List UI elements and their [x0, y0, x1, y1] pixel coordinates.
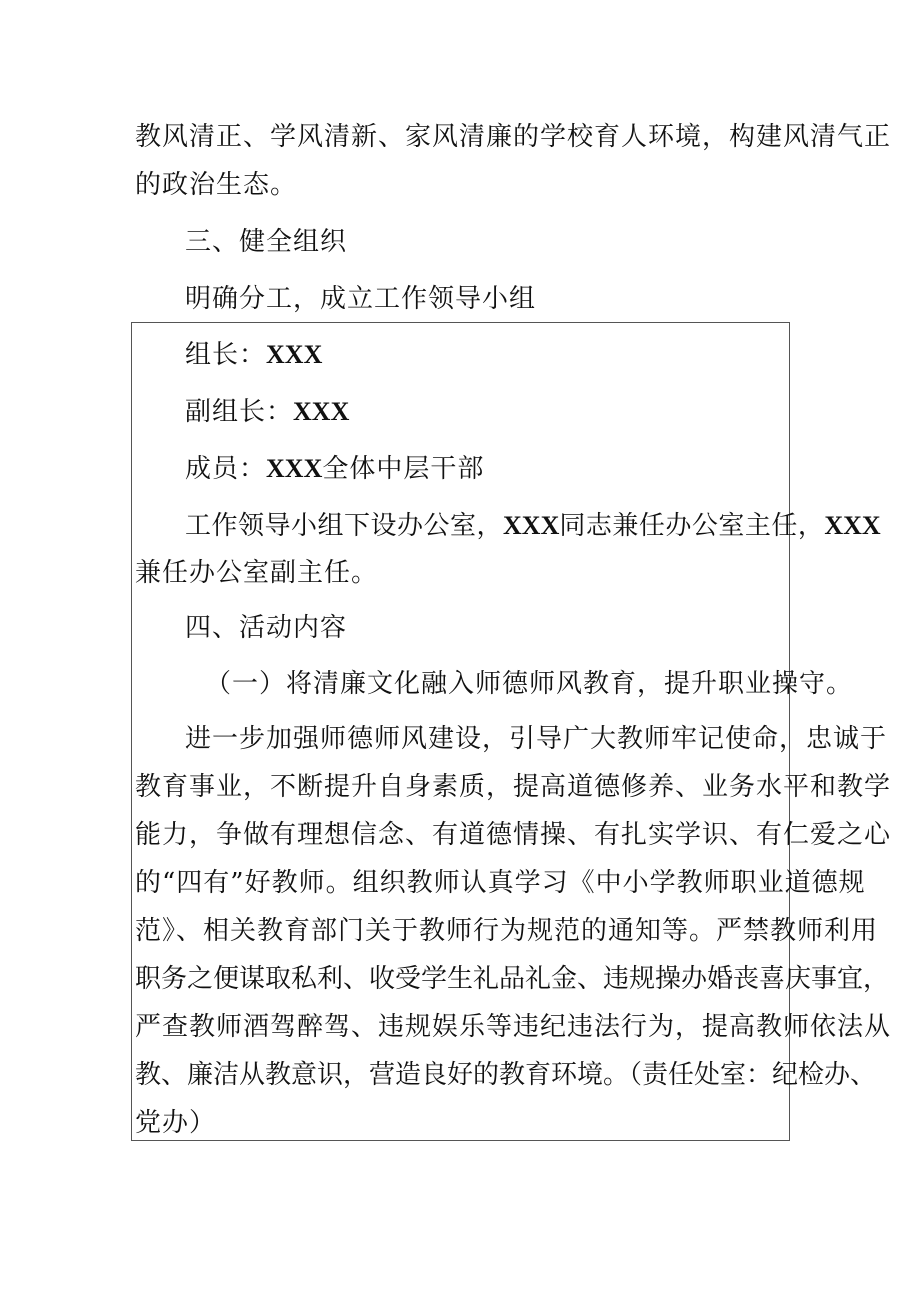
- deputy-label: 副组长：: [185, 397, 294, 427]
- para-line-6: 职务之便谋取私利、收受学生礼品礼金、违规操办婚丧喜庆事宜，: [135, 964, 890, 994]
- para-line-4: 的“四有”好教师。组织教师认真学习《中小学教师职业道德规: [135, 868, 866, 898]
- leader-line: [185, 339, 322, 371]
- office-director-name: XXX: [503, 511, 560, 540]
- intro-line-1: 教风清正、学风清新、家风清廉的学校育人环境，构建风清气正: [135, 122, 892, 152]
- intro-line-2: 的政治生态。: [135, 170, 298, 200]
- para-line-8: 教、廉洁从教意识，营造良好的教育环境。（责任处室：纪检办、: [135, 1060, 877, 1090]
- para-line-9: 党办）: [135, 1108, 217, 1138]
- office-deputy-name: XXX: [824, 511, 881, 540]
- leader-label: 组长：: [185, 340, 267, 370]
- members-name: XXX: [266, 454, 323, 483]
- para-line-1: 进一步加强师德师风建设，引导广大教师牢记使命，忠诚于: [185, 724, 888, 754]
- section-4-heading: 四、活动内容: [185, 613, 348, 643]
- deputy-name: XXX: [293, 397, 350, 426]
- leader-name: XXX: [266, 340, 323, 369]
- section-3-heading: 三、健全组织: [185, 227, 348, 257]
- para-line-5: 范》、相关教育部门关于教师行为规范的通知等。严禁教师利用: [135, 916, 879, 946]
- office-text-1: 工作领导小组下设办公室，: [185, 511, 504, 541]
- members-line: [185, 453, 484, 485]
- office-line-1: [185, 510, 881, 542]
- members-label: 成员：: [185, 454, 267, 484]
- office-text-2: 同志兼任办公室主任，: [559, 511, 825, 541]
- members-rest: 全体中层干部: [322, 454, 485, 484]
- para-line-7: 严查教师酒驾醉驾、违规娱乐等违纪违法行为，提高教师依法从: [135, 1012, 892, 1042]
- para-line-3: 能力，争做有理想信念、有道德情操、有扎实学识、有仁爱之心: [135, 820, 892, 850]
- office-line-2: 兼任办公室副主任。: [135, 558, 379, 588]
- section-3-subheading: 明确分工，成立工作领导小组: [185, 284, 537, 314]
- para-line-2: 教育事业，不断提升自身素质，提高道德修养、业务水平和教学: [135, 772, 892, 802]
- section-4-sub-1: （一）将清廉文化融入师德师风教育，提升职业操守。: [205, 669, 854, 699]
- deputy-line: [185, 396, 349, 428]
